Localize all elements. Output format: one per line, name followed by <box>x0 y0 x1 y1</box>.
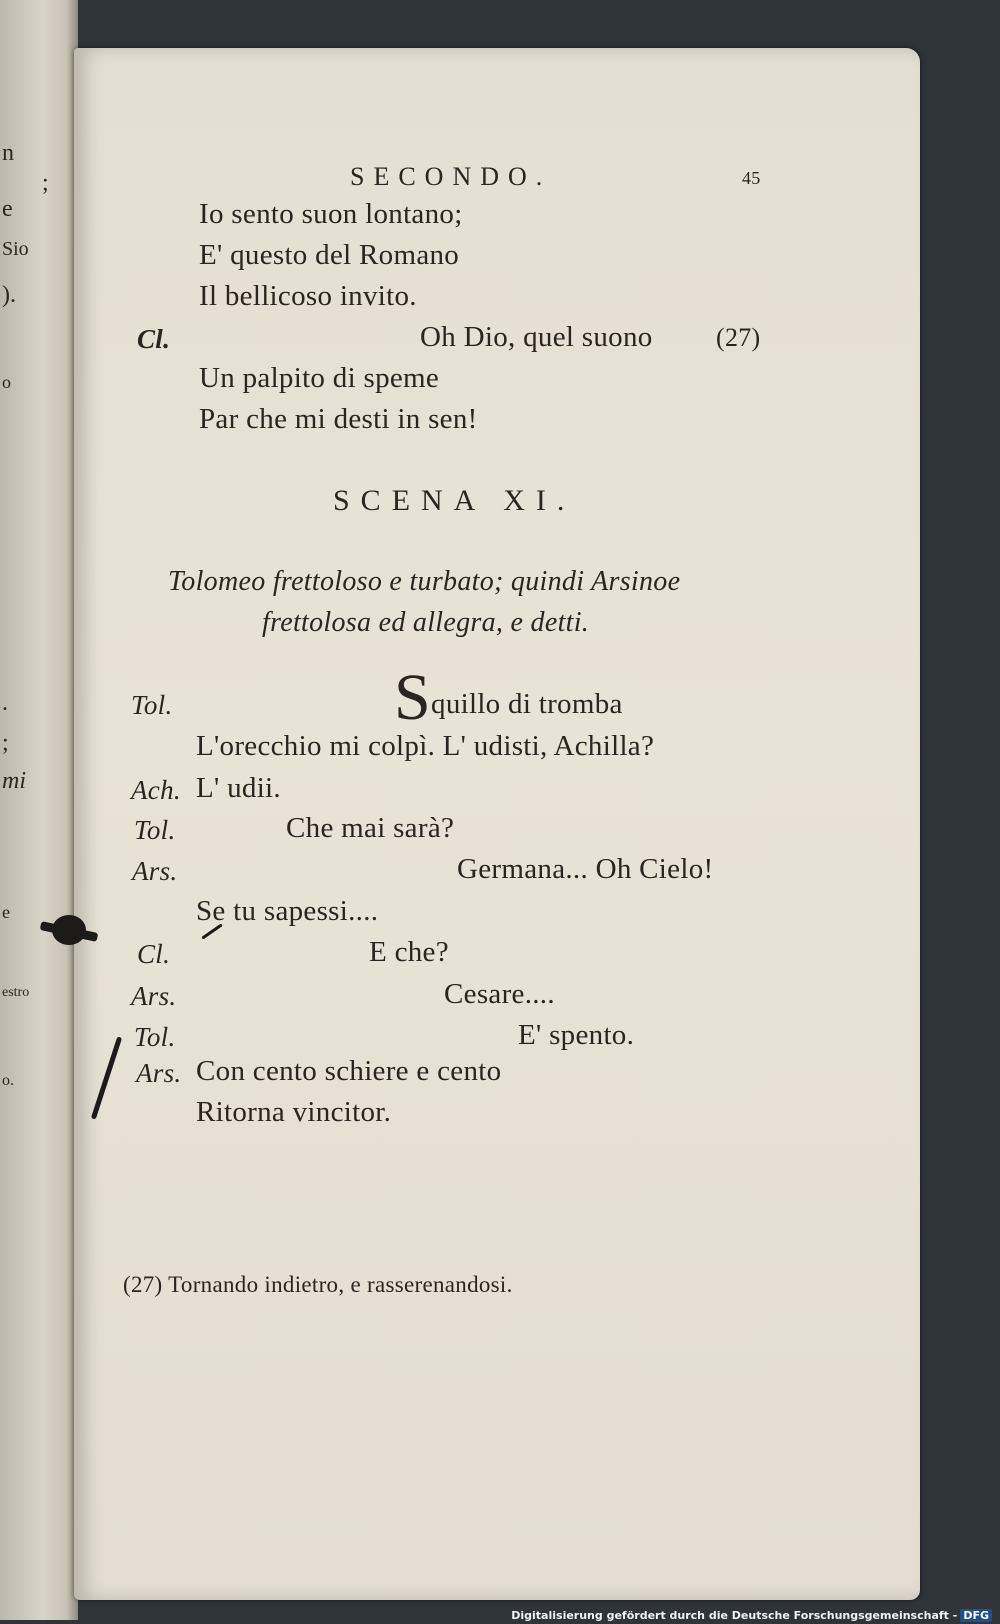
dialogue-line: Cesare.... <box>444 978 555 1010</box>
speaker-label: Tol. <box>134 815 176 845</box>
verse-line: Par che mi desti in sen! <box>199 403 478 435</box>
prev-page-fragment: e <box>2 196 13 222</box>
speaker-label: Ach. <box>131 775 181 805</box>
prev-page-fragment: ; <box>2 730 9 756</box>
stage-direction-line: Tolomeo frettoloso e turbato; quindi Arsinoe <box>168 566 681 597</box>
verse-line: Il bellicoso invito. <box>199 280 417 312</box>
prev-page-fragment: . <box>2 690 8 716</box>
prev-page-fragment: Sio <box>2 238 29 260</box>
footnote: (27) Tornando indietro, e rasserenandosi. <box>123 1272 513 1297</box>
prev-page-fragment: ; <box>42 170 49 196</box>
drop-cap: S <box>394 661 432 734</box>
dfg-logo: DFG <box>960 1609 992 1622</box>
dialogue-line: Germana... Oh Cielo! <box>457 853 714 885</box>
footnote-reference: (27) <box>716 323 761 352</box>
speaker-label: Cl. <box>137 324 171 354</box>
running-head-title: SECONDO. <box>350 162 552 191</box>
dialogue-line: Ritorna vincitor. <box>196 1096 392 1128</box>
prev-page-fragment: n <box>2 140 14 166</box>
dialogue-line: Che mai sarà? <box>286 812 455 844</box>
dialogue-line: Se tu sapessi.... <box>196 895 379 927</box>
prev-page-fragment: o. <box>2 1072 14 1089</box>
dialogue-line: E' spento. <box>518 1019 635 1051</box>
page-number: 45 <box>742 168 761 188</box>
dialogue-line: Squillo di tromba <box>394 661 623 734</box>
speaker-label: Ars. <box>131 981 177 1011</box>
dialogue-line: L'orecchio mi colpì. L' udisti, Achilla? <box>196 730 655 762</box>
digitization-credit: Digitalisierung gefördert durch die Deutsche Forschungsgemeinschaft - DFG <box>511 1609 992 1622</box>
speaker-label: Cl. <box>137 939 171 969</box>
speaker-label: Ars. <box>132 856 178 886</box>
prev-page-fragment: o <box>2 372 11 392</box>
speaker-label: Tol. <box>134 1022 176 1052</box>
scene-title: SCENA XI. <box>333 484 576 517</box>
verse-line: Io sento suon lontano; <box>199 198 463 230</box>
ink-blot-mark <box>52 915 86 945</box>
speaker-label: Ars. <box>136 1058 182 1088</box>
verse-line: Un palpito di speme <box>199 362 440 394</box>
previous-page-edge <box>0 0 78 1620</box>
dialogue-line: E che? <box>369 936 449 968</box>
prev-page-fragment: ). <box>2 282 16 308</box>
prev-page-fragment: estro <box>2 985 30 1000</box>
dialogue-line: L' udii. <box>196 772 281 804</box>
verse-line: E' questo del Romano <box>199 239 460 271</box>
prev-page-fragment: mi <box>2 768 26 794</box>
dialogue-line: Con cento schiere e cento <box>196 1055 502 1087</box>
stage-direction-line: frettolosa ed allegra, e detti. <box>262 607 590 638</box>
verse-line: Oh Dio, quel suono <box>420 321 653 353</box>
speaker-label: Tol. <box>131 690 173 720</box>
prev-page-fragment: e <box>2 902 10 922</box>
